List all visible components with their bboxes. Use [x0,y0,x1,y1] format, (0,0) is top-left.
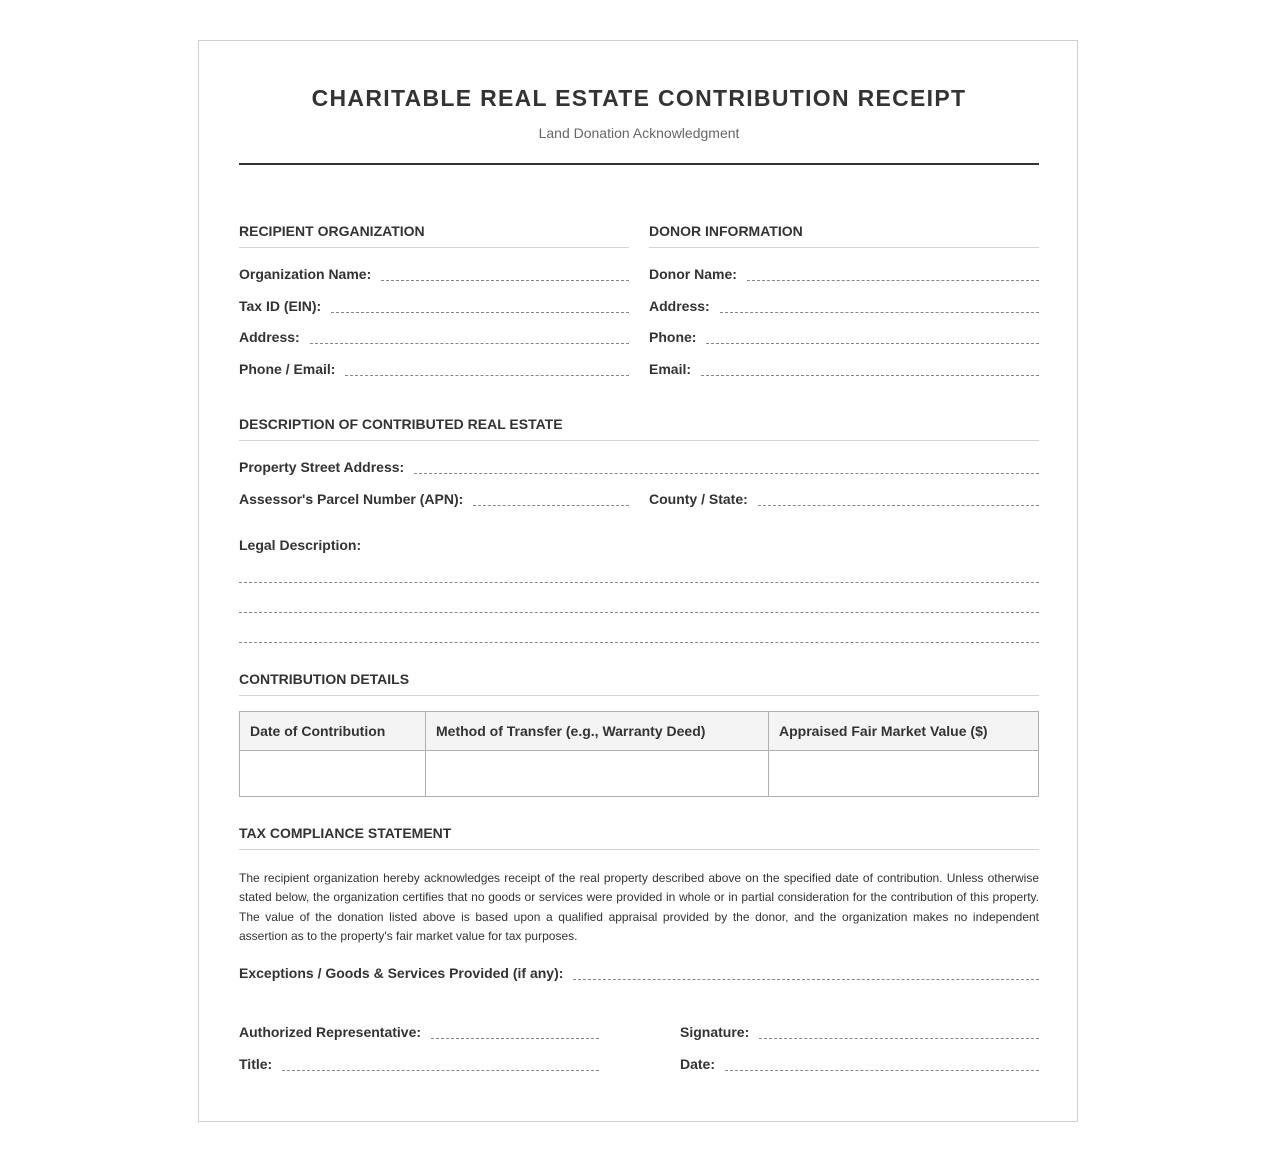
exceptions-label: Exceptions / Goods & Services Provided (if any): [239,965,564,981]
property-street-field[interactable] [239,455,1039,475]
org-address-field[interactable] [239,325,629,345]
org-name-label: Organization Name: [239,266,372,282]
signature-field[interactable] [680,1020,1039,1040]
document-subtitle: Land Donation Acknowledgment [538,125,740,141]
tax-id-input-line[interactable] [331,311,629,313]
property-section-heading: DESCRIPTION OF CONTRIBUTED REAL ESTATE [239,416,1039,441]
date-of-contribution-cell[interactable] [240,751,426,797]
donor-name-input-line[interactable] [747,279,1039,281]
donor-phone-field[interactable] [649,325,1039,345]
apn-field[interactable] [239,487,629,507]
org-phone-email-input-line[interactable] [345,374,629,376]
org-address-input-line[interactable] [310,342,629,344]
document-title: CHARITABLE REAL ESTATE CONTRIBUTION RECEIPT [311,85,967,111]
donor-address-input-line[interactable] [720,311,1039,313]
signature-input-line[interactable] [759,1037,1039,1039]
contribution-table [239,711,1039,797]
column-header-date: Date of Contribution [240,712,426,751]
donor-email-input-line[interactable] [701,374,1039,376]
title-label: Title: [239,1056,273,1072]
recipient-section-heading: RECIPIENT ORGANIZATION [239,223,629,248]
donor-phone-label: Phone: [649,329,697,345]
compliance-section-heading: TAX COMPLIANCE STATEMENT [239,825,1039,850]
property-street-label: Property Street Address: [239,459,405,475]
contribution-table-header-row [240,712,1039,751]
county-state-label: County / State: [649,491,748,507]
exceptions-input-line[interactable] [573,978,1039,980]
appraised-value-cell[interactable] [769,751,1039,797]
donor-email-field[interactable] [649,357,1039,377]
org-phone-email-field[interactable] [239,357,629,377]
legal-description-line-3[interactable] [239,642,1039,643]
legal-description-label-row [239,533,639,553]
title-field[interactable] [239,1052,599,1072]
date-label: Date: [680,1056,716,1072]
org-name-field[interactable] [239,262,629,282]
county-state-field[interactable] [649,487,1039,507]
date-field[interactable] [680,1052,1039,1072]
property-street-input-line[interactable] [414,472,1039,474]
donor-phone-input-line[interactable] [706,342,1039,344]
exceptions-field[interactable] [239,961,1039,981]
apn-input-line[interactable] [473,504,629,506]
donor-name-field[interactable] [649,262,1039,282]
column-header-value: Appraised Fair Market Value ($) [769,712,1039,751]
contribution-table-row [240,751,1039,797]
donor-email-label: Email: [649,361,692,377]
org-phone-email-label: Phone / Email: [239,361,336,377]
contribution-section-heading: CONTRIBUTION DETAILS [239,671,1039,696]
org-name-input-line[interactable] [381,279,629,281]
tax-id-label: Tax ID (EIN): [239,298,322,314]
org-address-label: Address: [239,329,300,345]
compliance-statement: The recipient organization hereby acknowledges receipt of the real property described above on the specified date of contribution. Unless otherwise stated below, the organization certifies that no goods or services were provided in whole or in partial consideration for the contribution of this property. The value of the donation listed above is based upon a qualified appraisal provided by the donor, and the organization makes no independent assertion as to the property's fair market value for tax purposes. [239,871,1039,943]
legal-description-label: Legal Description: [239,537,362,553]
authorized-rep-input-line[interactable] [431,1037,599,1039]
legal-description-line-2[interactable] [239,612,1039,613]
donor-name-label: Donor Name: [649,266,737,282]
signature-label: Signature: [680,1024,750,1040]
donor-address-field[interactable] [649,294,1039,314]
method-of-transfer-cell[interactable] [426,751,769,797]
legal-description-line-1[interactable] [239,582,1039,583]
authorized-rep-field[interactable] [239,1020,599,1040]
date-input-line[interactable] [725,1069,1039,1071]
county-state-input-line[interactable] [758,504,1039,506]
tax-id-field[interactable] [239,294,629,314]
apn-label: Assessor's Parcel Number (APN): [239,491,464,507]
column-header-method: Method of Transfer (e.g., Warranty Deed) [426,712,769,751]
authorized-rep-label: Authorized Representative: [239,1024,422,1040]
receipt-page [198,40,1078,1122]
title-input-line[interactable] [282,1069,599,1071]
donor-section-heading: DONOR INFORMATION [649,223,1039,248]
header-divider [239,163,1039,165]
donor-address-label: Address: [649,298,710,314]
